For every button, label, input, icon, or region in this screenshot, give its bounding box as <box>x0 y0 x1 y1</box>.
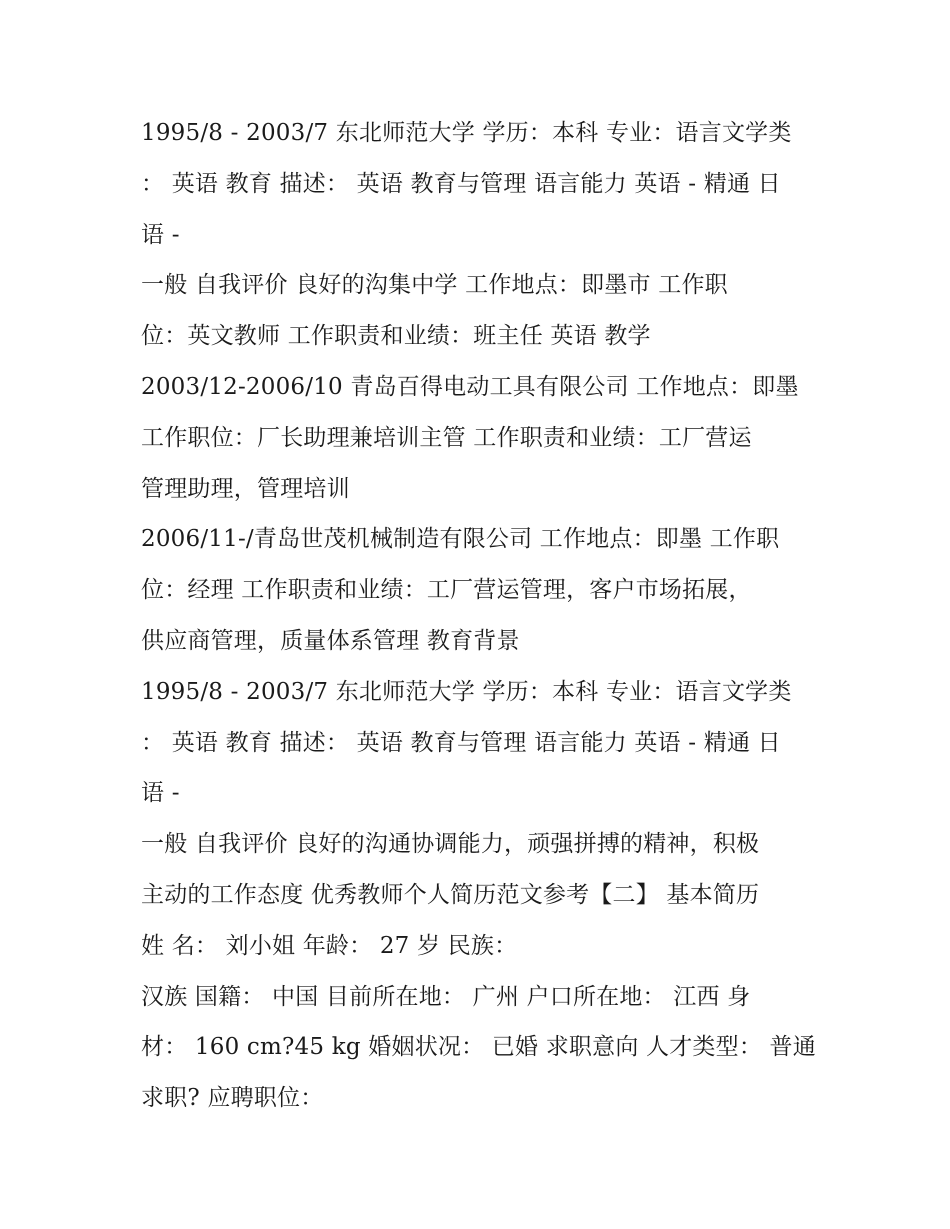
text-line: 语 - <box>141 780 180 807</box>
resume-text-block <box>141 108 821 1124</box>
text-line: 位：英文教师 工作职责和业绩：班主任 英语 教学 <box>141 323 651 350</box>
text-line: 语 - <box>141 221 180 248</box>
text-line: 求职? 应聘职位： <box>141 1085 324 1112</box>
text-line: 一般 自我评价 良好的沟集中学 工作地点：即墨市 工作职 <box>141 272 728 299</box>
text-line: 工作职位：厂长助理兼培训主管 工作职责和业绩：工厂营运 <box>141 424 752 451</box>
text-line: 姓 名： 刘小姐 年龄： 27 岁 民族： <box>141 932 518 959</box>
text-line: 2006/11-/青岛世茂机械制造有限公司 工作地点：即墨 工作职 <box>141 526 780 553</box>
text-line: 1995/8 - 2003/7 东北师范大学 学历：本科 专业：语言文学类 <box>141 120 792 146</box>
text-line: 材： 160 cm?45 kg 婚姻状况： 已婚 求职意向 人才类型： 普通 <box>141 1034 816 1061</box>
text-line: 主动的工作态度 优秀教师个人简历范文参考【二】 基本简历 <box>141 881 760 908</box>
text-line: 位：经理 工作职责和业绩：工厂营运管理，客户市场拓展， <box>141 577 752 604</box>
text-line: 汉族 国籍： 中国 目前所在地： 广州 户口所在地： 江西 身 <box>141 983 751 1010</box>
text-line: ： 英语 教育 描述： 英语 教育与管理 语言能力 英语 - 精通 日 <box>141 170 781 197</box>
text-line: ： 英语 教育 描述： 英语 教育与管理 语言能力 英语 - 精通 日 <box>141 729 781 756</box>
text-line: 供应商管理，质量体系管理 教育背景 <box>141 627 520 654</box>
text-line: 1995/8 - 2003/7 东北师范大学 学历：本科 专业：语言文学类 <box>141 678 792 705</box>
text-line: 2003/12-2006/10 青岛百得电动工具有限公司 工作地点：即墨 <box>141 373 799 400</box>
text-line: 管理助理，管理培训 <box>141 475 350 502</box>
text-line: 一般 自我评价 良好的沟通协调能力，顽强拼搏的精神，积极 <box>141 831 760 858</box>
